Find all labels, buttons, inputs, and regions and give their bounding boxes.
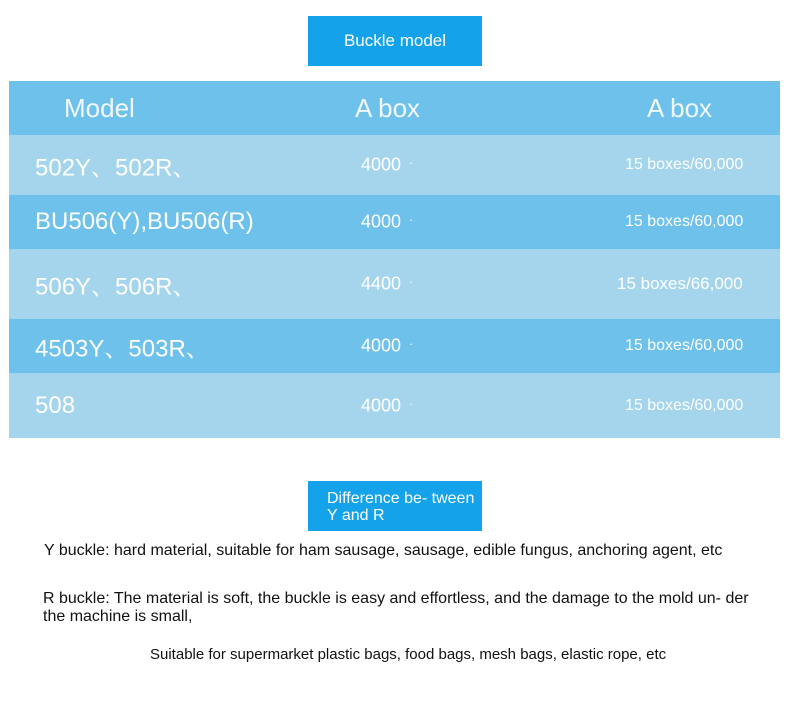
difference-tag: Difference be- tween Y and R [308, 481, 482, 531]
model-cell: 502Y、502R、 [35, 154, 197, 182]
total-cell: 15 boxes/60,000 [625, 396, 744, 414]
y-buckle-note: Y buckle: hard material, suitable for ham sausage, sausage, edible fungus, anchoring agent, etc [44, 542, 723, 559]
box-cell: 4000 · [361, 211, 414, 232]
table-header [9, 81, 780, 135]
model-cell: 4503Y、503R、 [35, 335, 210, 363]
buckle-table [9, 81, 780, 438]
table-row [9, 249, 780, 319]
table-row [9, 135, 780, 195]
total-cell: 15 boxes/60,000 [625, 156, 744, 173]
box-cell: 4400 · [361, 273, 414, 294]
buckle-model-tag: Buckle model [308, 16, 482, 66]
model-cell: 508 [35, 391, 76, 419]
header-a-box-total: A box [647, 93, 713, 123]
model-cell: BU506(Y),BU506(R) [35, 208, 254, 235]
model-cell: 506Y、506R、 [35, 273, 197, 301]
total-cell: 15 boxes/66,000 [617, 274, 743, 293]
r-buckle-note: R buckle: The material is soft, the buckle is easy and effortless, and the damage to the mold un- der the machine is small, [43, 590, 749, 625]
header-model: Model [64, 93, 135, 123]
box-cell: 4000 · [361, 154, 414, 175]
table-row [9, 319, 780, 373]
suitable-note: Suitable for supermarket plastic bags, food bags, mesh bags, elastic rope, etc [150, 646, 667, 663]
total-cell: 15 boxes/60,000 [625, 213, 744, 230]
table-row [9, 373, 780, 438]
header-a-box: A box [355, 93, 421, 123]
box-cell: 4000 · [361, 335, 414, 356]
table-row [9, 195, 780, 249]
total-cell: 15 boxes/60,000 [625, 337, 744, 354]
box-cell: 4000 · [361, 395, 414, 415]
